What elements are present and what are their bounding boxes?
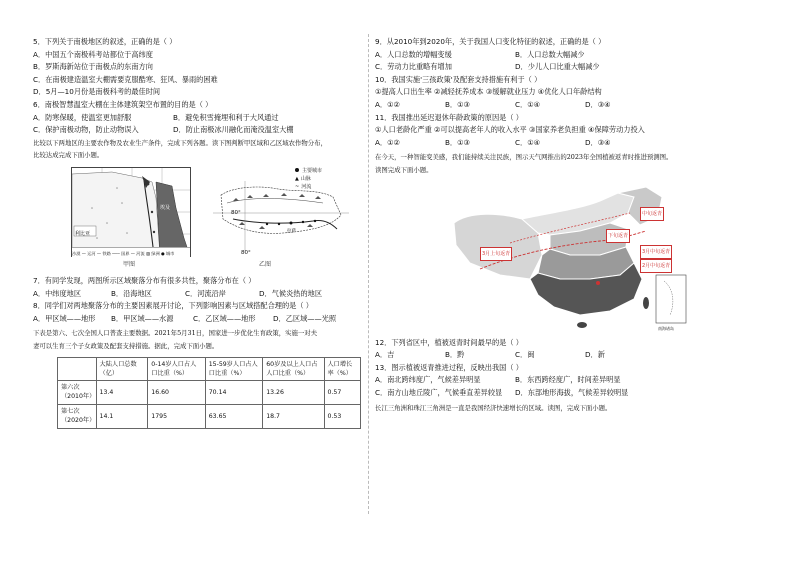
passage-farming-2: 比较达成完成下面小题。 bbox=[33, 151, 104, 160]
q10-options bbox=[375, 99, 765, 112]
q13-option-c: C．南方山地丘陵广，气候垂直差异较显 bbox=[375, 387, 503, 397]
map-yi bbox=[203, 167, 353, 255]
q11-items: ①人口老龄化严重 ②可以提高老年人的收入水平 ③国家养老负担重 ④保障劳动力投入 bbox=[375, 125, 645, 135]
map-yi-legend-river: 河流 bbox=[301, 183, 312, 190]
river-icon: ~ bbox=[295, 183, 300, 190]
table-header-cell: 人口增长率（%） bbox=[324, 357, 361, 380]
map-label-late: 下旬返青 bbox=[606, 229, 630, 244]
column-divider bbox=[368, 34, 369, 514]
table-cell: 63.65 bbox=[205, 404, 262, 428]
q7-option-d: D．气候炎热的地区 bbox=[259, 288, 323, 298]
q8-option-d: D．乙区域——光照 bbox=[273, 313, 337, 323]
table-cell: 第六次（2010年） bbox=[58, 380, 97, 404]
table-cell: 13.26 bbox=[263, 380, 324, 404]
q13-options-row1 bbox=[375, 374, 765, 387]
table-cell: 第七次（2020年） bbox=[58, 404, 97, 428]
q13-option-a: A．南北跨纬度广，气候差异明显 bbox=[375, 375, 481, 385]
q6-option-a: A．防寒保暖，使温室更加舒服 bbox=[33, 112, 132, 122]
passage-greening-2: 读图完成下面小题。 bbox=[375, 165, 433, 174]
q11-option-c: C．①④ bbox=[515, 137, 541, 147]
q6-options-row1 bbox=[33, 112, 361, 125]
q10-stem: 10．我国实施'三孩政策'及配套支持措施有利于（ ） bbox=[375, 74, 542, 84]
q6-option-d: D．防止南极冰川融化而淹没温室大棚 bbox=[173, 125, 294, 135]
q5-option-c: C．在南极建造温室大棚需要克服酷寒、狂风、暴雨的困难 bbox=[33, 74, 218, 84]
q8-option-b: B．甲区域——水源 bbox=[111, 313, 174, 323]
table-cell: 18.7 bbox=[263, 404, 324, 428]
q5-stem: 5．下列关于南极地区的叙述，正确的是（ ） bbox=[33, 37, 177, 46]
q12-option-d: D．新 bbox=[585, 350, 605, 360]
q9-options-row1 bbox=[375, 49, 765, 62]
passage-farming-1: 比较以下两地区的主要农作物及农业生产条件，完成下列各题。读下图判断甲区域和乙区域农作物分布， bbox=[33, 138, 327, 147]
q9-options-row2 bbox=[375, 61, 765, 74]
q11-option-b: B．①③ bbox=[445, 137, 471, 147]
q7-option-c: C．河流沿岸 bbox=[185, 288, 226, 298]
map-jia-drawing bbox=[72, 168, 190, 256]
map-yi-drawing bbox=[203, 167, 353, 255]
passage-greening-1: 在今天，一种智能变美感，我们能持续关注民族，图示天气网推出的2023年全国植被返青时推进预测图。 bbox=[375, 153, 673, 162]
map-label-scs: 南海诸岛 bbox=[658, 325, 674, 331]
map-label-mar-mid: 3月中旬返青 bbox=[640, 245, 672, 260]
q13-option-d: D．东部地形海拔，气候差异较明显 bbox=[515, 387, 629, 397]
china-greening-map bbox=[450, 183, 690, 333]
q13-options-row2 bbox=[375, 387, 765, 400]
left-column bbox=[33, 36, 361, 429]
figure-pair bbox=[33, 165, 361, 273]
map-label-feb-mid: 2月中旬返青 bbox=[640, 259, 672, 274]
map-yi-legend bbox=[295, 167, 322, 191]
map-jia-legend: 沙漠 — 运河 — 铁路 ─── 国界 — 河流 ▨ 绿洲 ● 城市 bbox=[72, 247, 190, 261]
q5-option-d: D．5月—10月份是南极科考的最佳时间 bbox=[33, 87, 161, 97]
q11-stem: 11．我国推出延迟退休年龄政策的原因是（ ） bbox=[375, 112, 523, 122]
q11-option-d: D．③④ bbox=[585, 137, 611, 147]
map-label-mid-dec: 中旬返青 bbox=[640, 207, 664, 222]
q7-option-a: A．中纬度地区 bbox=[33, 288, 82, 298]
passage-deltas: 长江三角洲和珠江三角洲是一直是我国经济快速增长的区域。读图，完成下面小题。 bbox=[375, 403, 612, 412]
map-label-mar-early: 3月上旬返青 bbox=[480, 247, 512, 262]
q7-stem: 7．有同学发现，两图所示区域聚落分布有很多共性，聚落分布在（ ） bbox=[33, 275, 256, 285]
q5-option-b: B．罗斯海新站位于南极点的东南方向 bbox=[33, 62, 153, 72]
q13-option-b: B．东西跨经度广，时间差异明显 bbox=[515, 375, 621, 385]
census-table bbox=[57, 357, 361, 429]
q6-option-b: B．避免积雪掩埋和利于大风通过 bbox=[173, 112, 279, 122]
q9-option-b: B．人口总数大幅减少 bbox=[515, 49, 585, 59]
map-yi-legend-mountain: 山脉 bbox=[300, 175, 311, 182]
q7-options bbox=[33, 288, 361, 301]
map-jia bbox=[71, 167, 191, 257]
passage-census-2: 妻可以生育三个子女政策及配套支持措施。据此，完成下面小题。 bbox=[33, 341, 219, 350]
table-row bbox=[58, 380, 361, 404]
table-cell: 14.1 bbox=[96, 404, 148, 428]
q7-option-b: B．沿海地区 bbox=[111, 288, 152, 298]
q10-option-d: D．③④ bbox=[585, 99, 611, 109]
table-header-cell: 15-59岁人口占人口比重（%） bbox=[205, 357, 262, 380]
q5-option-a: A．中国五个南极科考站都位于高纬度 bbox=[33, 49, 153, 59]
q8-option-a: A．甲区域——地形 bbox=[33, 313, 96, 323]
q9-option-c: C．劳动力比重略有增加 bbox=[375, 62, 452, 72]
table-header-cell: 60岁及以上人口占人口比重（%） bbox=[263, 357, 324, 380]
map-yi-caption: 乙图 bbox=[259, 260, 272, 268]
table-cell: 16.60 bbox=[148, 380, 205, 404]
table-header-cell bbox=[58, 357, 97, 380]
q8-options bbox=[33, 313, 361, 326]
q12-option-c: C．闽 bbox=[515, 350, 535, 360]
table-cell: 13.4 bbox=[96, 380, 148, 404]
q6-options-row2 bbox=[33, 124, 361, 137]
map-jia-place-label: 利比亚 bbox=[75, 230, 91, 237]
map-yi-lhasa-label: 拉萨 bbox=[287, 228, 296, 234]
q10-items: ①提高人口出生率 ②减轻抚养成本 ③缓解就业压力 ④优化人口年龄结构 bbox=[375, 87, 602, 97]
q8-stem: 8．同学们对两地聚落分布的主要因素展开讨论，下列影响因素与区域搭配合理的是（ ） bbox=[33, 301, 313, 311]
table-cell: 70.14 bbox=[205, 380, 262, 404]
city-dot-icon bbox=[295, 168, 299, 172]
right-column bbox=[375, 36, 765, 414]
q12-option-a: A．吉 bbox=[375, 350, 395, 360]
q13-stem: 13．图示植被返青推进过程，反映出我国（ ） bbox=[375, 362, 523, 372]
q6-stem: 6．南极智慧温室大棚在主体建筑架空布置的目的是（ ） bbox=[33, 99, 213, 109]
q12-option-b: B．黔 bbox=[445, 350, 465, 360]
passage-census-1: 下表是第六、七次全国人口普查主要数据。2021年5月31日，国家进一步优化生育政策，实施一对夫 bbox=[33, 329, 318, 338]
table-cell: 0.57 bbox=[324, 380, 361, 404]
table-header-cell: 0-14岁人口占人口比重（%） bbox=[148, 357, 205, 380]
map-yi-lon-label: 80° bbox=[241, 249, 251, 256]
map-jia-place-label-2: 埃及 bbox=[160, 204, 171, 211]
q9-option-d: D．少儿人口比重大幅减少 bbox=[515, 62, 600, 72]
q6-option-c: C．保护南极动物，防止动物误入 bbox=[33, 125, 139, 135]
table-cell: 0.53 bbox=[324, 404, 361, 428]
q9-stem: 9．从2010年到2020年，关于我国人口变化特征的叙述，正确的是（ ） bbox=[375, 37, 606, 46]
q10-option-b: B．①③ bbox=[445, 99, 471, 109]
q9-option-a: A．人口总数的增幅变缓 bbox=[375, 49, 452, 59]
map-jia-caption: 甲图 bbox=[123, 260, 136, 268]
table-cell: 1795 bbox=[148, 404, 205, 428]
map-yi-lat-label: 80° bbox=[231, 209, 241, 216]
q11-option-a: A．①② bbox=[375, 137, 400, 147]
q12-stem: 12．下列省区中，植被返青时间最早的是（ ） bbox=[375, 337, 523, 347]
q12-options bbox=[375, 349, 765, 362]
q10-option-a: A．①② bbox=[375, 99, 400, 109]
q8-option-c: C．乙区域——地形 bbox=[193, 313, 256, 323]
table-row bbox=[58, 404, 361, 428]
q11-options bbox=[375, 137, 765, 150]
table-header-cell: 大陆人口总数（亿） bbox=[96, 357, 148, 380]
q10-option-c: C．①④ bbox=[515, 99, 541, 109]
map-yi-legend-city: 主要城市 bbox=[302, 167, 323, 174]
mountain-icon: ▲ bbox=[295, 175, 299, 182]
table-header-row bbox=[58, 357, 361, 380]
